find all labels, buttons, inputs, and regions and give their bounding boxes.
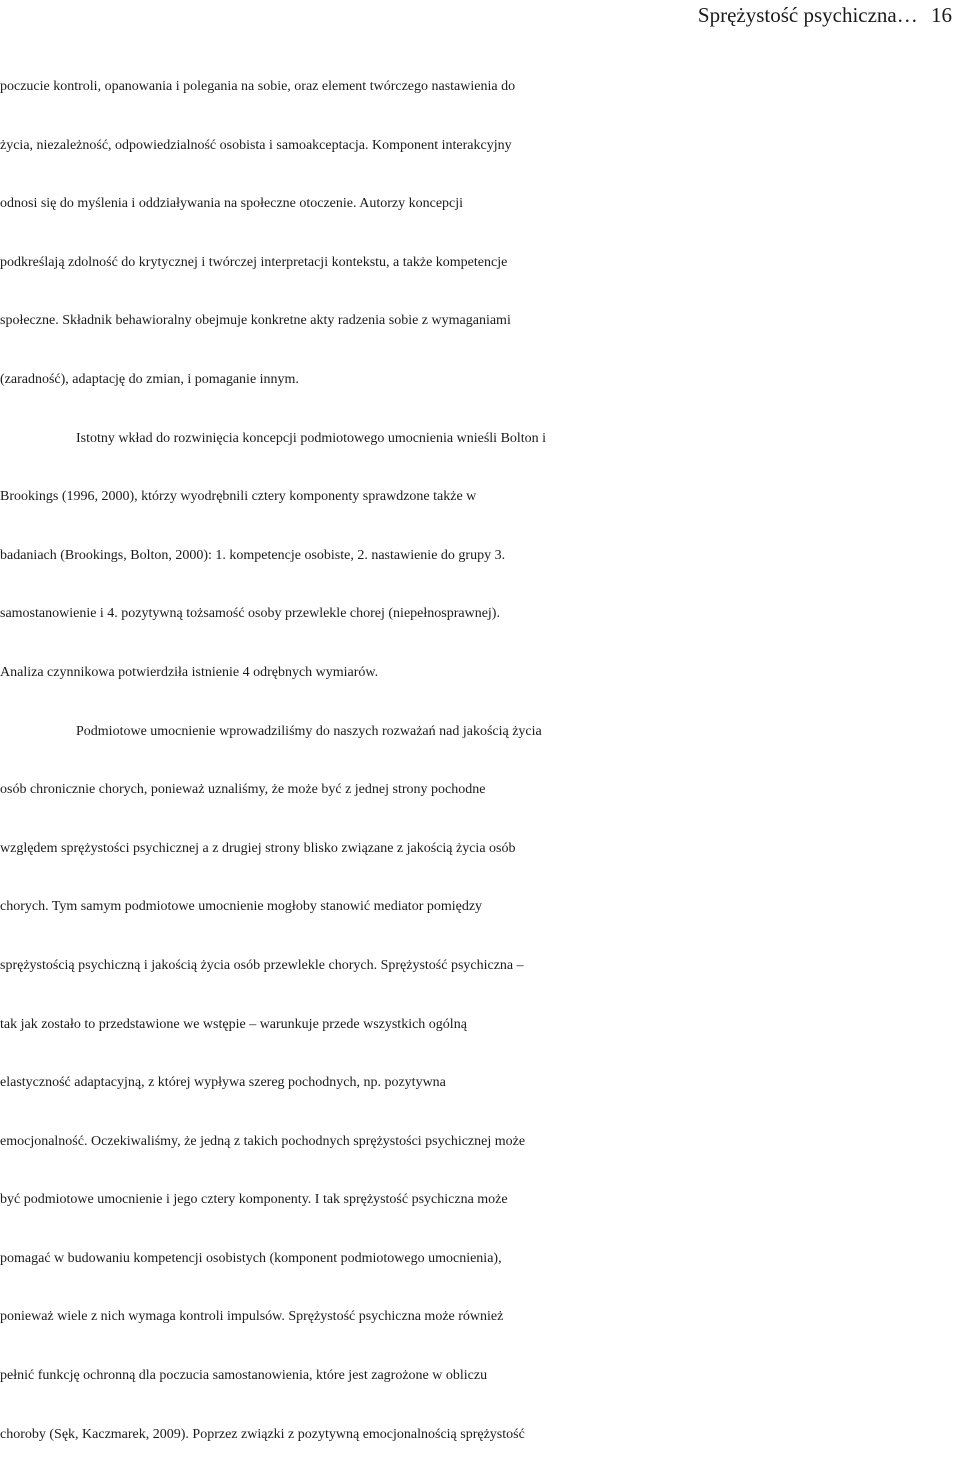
text-line: Analiza czynnikowa potwierdziła istnienie 4 odrębnych wymiarów. — [0, 664, 379, 680]
running-title: Sprężystość psychiczna… — [697, 3, 918, 27]
text-line: społeczne. Składnik behawioralny obejmuje konkretne akty radzenia sobie z wymaganiami — [0, 313, 511, 329]
text-line: Brookings (1996, 2000), którzy wyodrębnili cztery komponenty sprawdzone także w — [0, 489, 477, 505]
text-line: samostanowienie i 4. pozytywną tożsamość osoby przewlekle chorej (niepełnosprawnej). — [0, 606, 500, 622]
text-line: odnosi się do myślenia i oddziaływania na społeczne otoczenie. Autorzy koncepcji — [0, 196, 464, 212]
body-text — [0, 58, 960, 1464]
text-line: podkreślają zdolność do krytycznej i twórczej interpretacji kontekstu, a także kompetencje — [0, 254, 508, 270]
text-line: elastyczność adaptacyjną, z której wypływa szereg pochodnych, np. pozytywna — [0, 1075, 446, 1091]
text-line: (zaradność), adaptację do zmian, i pomaganie innym. — [0, 371, 299, 387]
paragraph-1 — [0, 58, 960, 410]
text-line: Podmiotowe umocnienie wprowadziliśmy do naszych rozważań nad jakością życia — [76, 723, 542, 739]
paragraph-2 — [0, 410, 960, 703]
paragraph-3 — [0, 703, 960, 1465]
text-line: chorych. Tym samym podmiotowe umocnienie mogłoby stanowić mediator pomiędzy — [0, 899, 483, 915]
text-line: osób chronicznie chorych, ponieważ uznaliśmy, że może być z jednej strony pochodne — [0, 782, 486, 798]
text-line: poczucie kontroli, opanowania i polegania na sobie, oraz element twórczego nastawienia do — [0, 79, 516, 94]
text-line: życia, niezależność, odpowiedzialność osobista i samoakceptacja. Komponent interakcyjny — [0, 137, 512, 153]
running-header — [698, 0, 952, 30]
text-line: względem sprężystości psychicznej a z drugiej strony blisko związane z jakością życia osób — [0, 840, 516, 856]
text-line: ponieważ wiele z nich wymaga kontroli impulsów. Sprężystość psychiczna może również — [0, 1309, 504, 1325]
text-line: pomagać w budowaniu kompetencji osobistych (komponent podmiotowego umocnienia), — [0, 1250, 502, 1266]
text-line: emocjonalność. Oczekiwaliśmy, że jedną z takich pochodnych sprężystości psychicznej może — [0, 1133, 526, 1149]
text-line: choroby (Sęk, Kaczmarek, 2009). Poprzez związki z pozytywną emocjonalnością sprężystość — [0, 1426, 525, 1442]
text-line: Istotny wkład do rozwinięcia koncepcji podmiotowego umocnienia wnieśli Bolton i — [76, 430, 547, 446]
text-line: pełnić funkcję ochronną dla poczucia samostanowienia, które jest zagrożone w obliczu — [0, 1368, 488, 1384]
text-line: badaniach (Brookings, Bolton, 2000): 1. kompetencje osobiste, 2. nastawienie do grupy 3. — [0, 547, 506, 563]
text-line: być podmiotowe umocnienie i jego cztery komponenty. I tak sprężystość psychiczna może — [0, 1192, 508, 1208]
text-line: tak jak zostało to przedstawione we wstępie – warunkuje przede wszystkich ogólną — [0, 1016, 467, 1032]
page-number: 16 — [931, 3, 952, 27]
text-line: sprężystością psychiczną i jakością życia osób przewlekle chorych. Sprężystość psychiczna – — [0, 957, 524, 973]
